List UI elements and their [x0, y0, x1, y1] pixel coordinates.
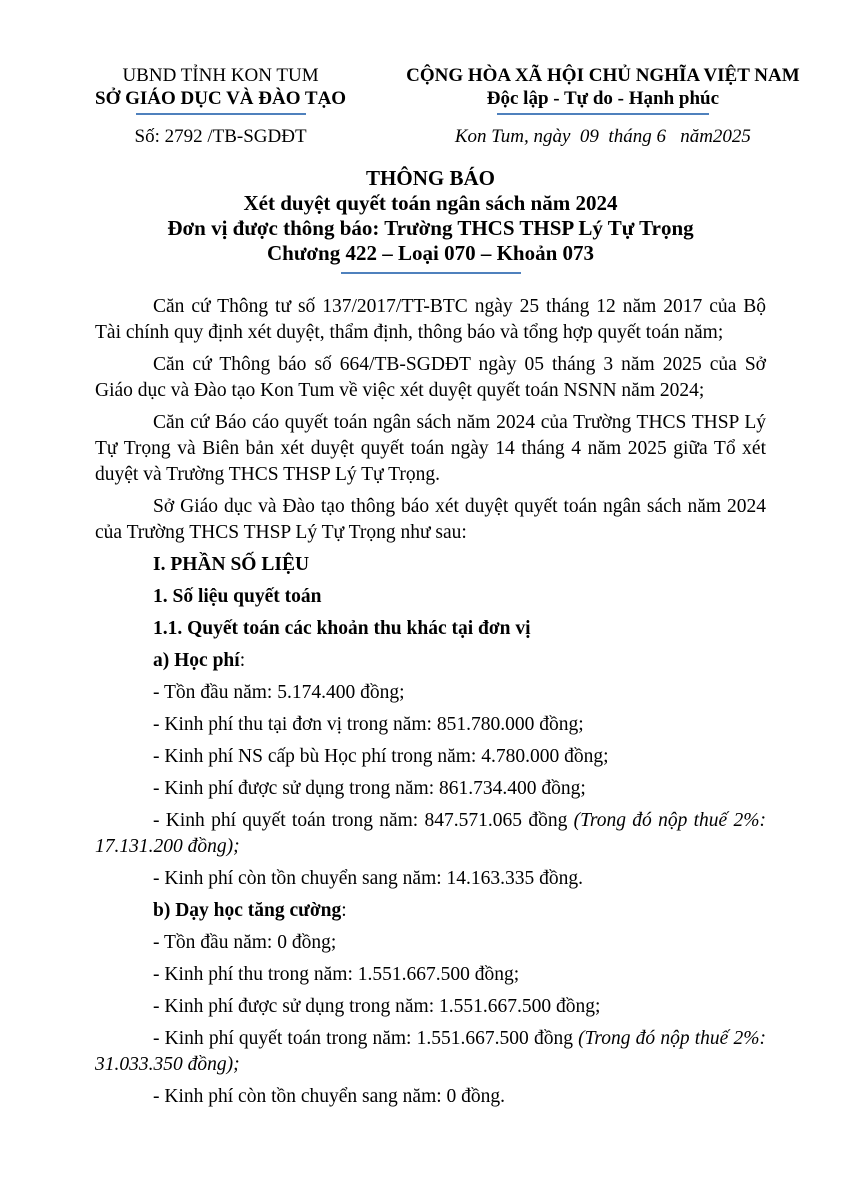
heading-section-1: 1. Số liệu quyết toán — [153, 586, 322, 607]
list-item: - Kinh phí NS cấp bù Học phí trong năm: 4.780.000 đồng; — [153, 746, 609, 767]
heading-item-b — [95, 898, 766, 924]
list-item: - Kinh phí được sử dụng trong năm: 861.734.400 đồng; — [153, 778, 586, 799]
list-item-text: - Kinh phí quyết toán trong năm: 1.551.667.500 đồng — [153, 1028, 579, 1049]
list-item-tax-note: (Trong đó nộp thuế 2%: 31.033.350 đồng); — [95, 1028, 766, 1075]
motto-underline-rule — [497, 113, 709, 115]
issuer-block — [95, 64, 346, 148]
issuer-parent-org: UBND TỈNH KON TUM — [122, 65, 319, 86]
issuer-underline-rule — [136, 113, 306, 115]
paragraph-legal-basis-2: Căn cứ Thông báo số 664/TB-SGDĐT ngày 05 tháng 3 năm 2025 của Sở Giáo dục và Đào tạo Kon Tum về việc xét duyệt quyết toán NSNN năm 2024; — [95, 354, 766, 401]
list-item: - Tồn đầu năm: 0 đồng; — [153, 932, 337, 953]
national-name-line: CỘNG HÒA XÃ HỘI CHỦ NGHĨA VIỆT NAM — [406, 65, 800, 86]
document-body — [95, 294, 766, 1110]
list-item: - Kinh phí được sử dụng trong năm: 1.551.667.500 đồng; — [153, 996, 601, 1017]
heading-item-b-label: b) Dạy học tăng cường — [153, 900, 342, 921]
list-item-text: - Kinh phí quyết toán trong năm: 847.571.065 đồng — [153, 810, 574, 831]
paragraph-legal-basis-3: Căn cứ Báo cáo quyết toán ngân sách năm 2024 của Trường THCS THSP Lý Tự Trọng và Biên bản xét duyệt quyết toán ngày 14 tháng 4 năm 2025 giữa Tổ xét duyệt và Trường THCS THSP Lý Tự Trọng. — [95, 412, 766, 485]
heading-item-a-colon: : — [239, 650, 246, 671]
list-item: - Kinh phí thu tại đơn vị trong năm: 851.780.000 đồng; — [153, 714, 584, 735]
document-header — [95, 64, 800, 148]
place-dateline: Kon Tum, ngày 09 tháng 6 năm2025 — [454, 126, 751, 147]
paragraph-announcement-lead: Sở Giáo dục và Đào tạo thông báo xét duyệt quyết toán ngân sách năm 2024 của Trường THCS THSP Lý Tự Trọng như sau: — [95, 496, 766, 543]
heading-item-b-colon: : — [341, 900, 347, 921]
doc-title: THÔNG BÁO — [366, 166, 495, 190]
list-item — [95, 1026, 766, 1078]
list-item — [95, 808, 766, 860]
list-item: - Kinh phí còn tồn chuyển sang năm: 14.163.335 đồng. — [153, 868, 584, 889]
paragraph-legal-basis-1: Căn cứ Thông tư số 137/2017/TT-BTC ngày 25 tháng 12 năm 2017 của Bộ Tài chính quy định xét duyệt, thẩm định, thông báo và tổng hợp quyết toán năm; — [95, 296, 766, 343]
issuer-org-name: SỞ GIÁO DỤC VÀ ĐÀO TẠO — [95, 88, 347, 109]
heading-item-a — [95, 648, 766, 674]
title-block — [95, 166, 766, 274]
doc-subject: Xét duyệt quyết toán ngân sách năm 2024 — [243, 191, 618, 215]
national-motto-line: Độc lập - Tự do - Hạnh phúc — [486, 88, 720, 109]
title-underline-rule — [341, 272, 521, 274]
list-item-tax-note: (Trong đó nộp thuế 2%: 17.131.200 đồng); — [95, 810, 766, 857]
heading-section-1-1: 1.1. Quyết toán các khoản thu khác tại đơn vị — [153, 618, 531, 639]
national-header-block — [346, 64, 800, 148]
heading-item-a-label: a) Học phí — [153, 650, 240, 671]
list-item: - Kinh phí còn tồn chuyển sang năm: 0 đồng. — [153, 1086, 506, 1107]
notified-unit: Đơn vị được thông báo: Trường THCS THSP Lý Tự Trọng — [167, 216, 694, 240]
list-item: - Kinh phí thu trong năm: 1.551.667.500 đồng; — [153, 964, 520, 985]
list-item: - Tồn đầu năm: 5.174.400 đồng; — [153, 682, 405, 703]
doc-number: Số: 2792 /TB-SGDĐT — [134, 126, 307, 147]
budget-codes: Chương 422 – Loại 070 – Khoản 073 — [266, 241, 595, 265]
heading-part-1: I. PHẦN SỐ LIỆU — [153, 554, 310, 575]
